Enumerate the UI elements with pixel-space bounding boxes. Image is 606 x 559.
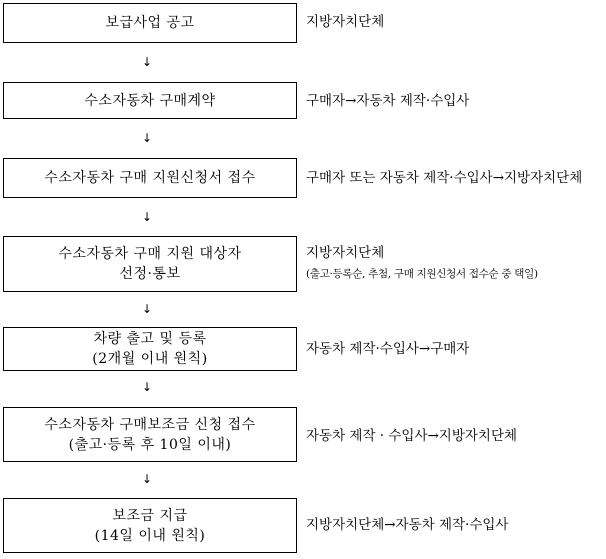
step-7-box (3, 498, 297, 553)
step-1-label: 보급사업 공고 (105, 15, 195, 31)
flow-arrow-icon: ↓ (141, 210, 153, 224)
step-7-actor-text: 지방자치단체→자동차 제작·수입사 (306, 517, 509, 533)
step-4-box (3, 236, 297, 292)
flow-arrow-icon: ↓ (141, 131, 153, 145)
step-7-label-line-1: 보조금 지급 (112, 507, 188, 524)
step-7-label-line-2: (14일 이내 원칙) (94, 527, 206, 544)
step-1-actor-text: 지방자치단체 (306, 14, 385, 30)
step-5-box (3, 327, 297, 371)
step-4-label-line-1: 수소자동차 구매 지원 대상자 (58, 246, 242, 262)
flow-arrow-icon: ↓ (141, 472, 153, 486)
step-2-actor-text: 구매자→자동차 제작·수입사 (306, 93, 470, 109)
step-4-actor (306, 244, 538, 282)
step-6-actor (306, 427, 517, 445)
step-4-label-line-2: 선정·통보 (119, 266, 181, 282)
step-5-actor (306, 340, 469, 358)
step-5-label-line-2: (2개월 이내 원칙) (92, 351, 208, 367)
step-4-selection-method: (출고·등록순, 추첨, 구매 지원신청서 접수순 중 택일) (306, 268, 538, 280)
step-4-actor-text: 지방자치단체 (306, 245, 385, 261)
step-3-label: 수소자동차 구매 지원신청서 접수 (44, 170, 256, 186)
step-3-box (3, 158, 297, 198)
step-1-actor (306, 13, 384, 31)
flow-arrow-icon: ↓ (141, 380, 153, 394)
step-3-actor (306, 169, 582, 187)
flow-arrow-icon: ↓ (141, 55, 153, 69)
step-2-label: 수소자동차 구매계약 (84, 92, 216, 109)
flow-arrow-icon: ↓ (141, 302, 153, 316)
step-7-actor (306, 516, 508, 534)
step-6-actor-text: 자동차 제작 · 수입사→지방자치단체 (306, 428, 518, 444)
step-6-label-line-1: 수소자동차 구매보조금 신청 접수 (44, 416, 256, 433)
step-1-box (3, 3, 297, 43)
step-2-actor (306, 92, 469, 110)
step-6-label-line-2: (출고·등록 후 10일 이내) (68, 436, 232, 453)
step-3-actor-text: 구매자 또는 자동차 제작·수입사→지방자치단체 (306, 170, 583, 186)
step-6-box (3, 407, 297, 462)
step-5-label-line-1: 차량 출고 및 등록 (93, 331, 207, 347)
step-5-actor-text: 자동차 제작·수입사→구매자 (306, 341, 470, 357)
step-2-box (3, 82, 297, 119)
